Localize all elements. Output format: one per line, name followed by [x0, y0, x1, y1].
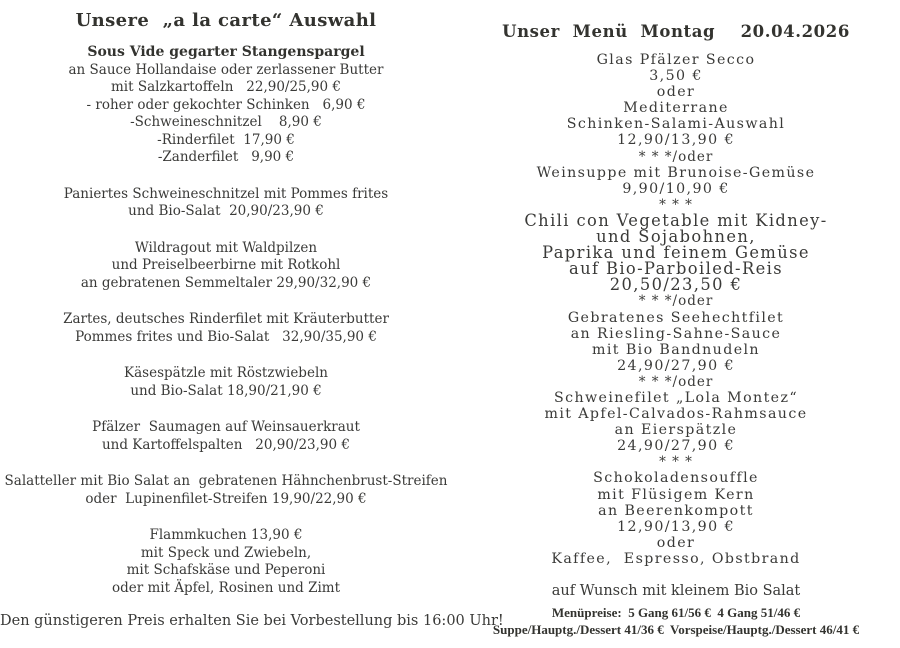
- course-separator: * * */oder: [638, 148, 714, 165]
- menu-line: mit Bio Bandnudeln: [592, 341, 760, 358]
- menu-line: 24,90/27,90 €: [617, 438, 735, 455]
- menu-line: Schinken-Salami-Auswahl: [566, 116, 786, 133]
- section-salatteller: [0, 473, 452, 508]
- menu-line: Weinsuppe mit Brunoise-Gemüse: [536, 164, 816, 181]
- preorder-discount-note: Den günstigeren Preis erhalten Sie bei Vorbestellung bis 16:00 Uhr!: [0, 613, 504, 629]
- menu-line: -Zanderfilet 9,90 €: [157, 149, 295, 165]
- menu-line: 24,90/27,90 €: [617, 357, 735, 374]
- menu-line: und Bio-Salat 20,90/23,90 €: [128, 203, 324, 219]
- daily-menu-courses: [452, 52, 900, 567]
- menu-line: und Preiselbeerbirne mit Rotkohl: [111, 257, 341, 273]
- menu-line: und Bio-Salat 18,90/21,90 €: [130, 382, 322, 399]
- menu-line: Pfälzer Saumagen auf Weinsauerkraut: [92, 419, 360, 435]
- menu-line: -Rinderfilet 17,90 €: [157, 131, 295, 148]
- section-wildragout: [0, 240, 452, 293]
- menu-line: Chili con Vegetable mit Kidney-: [524, 210, 828, 230]
- menu-line: und Kartoffelspalten 20,90/23,90 €: [101, 436, 350, 453]
- menu-line: mit Flüsigem Kern: [597, 486, 755, 503]
- menu-line: 12,90/13,90 €: [617, 518, 735, 535]
- daily-menu-title: Unser Menü Montag 20.04.2026: [502, 22, 850, 41]
- section-rinderfilet: [0, 311, 452, 346]
- course-separator: * * */oder: [638, 373, 714, 390]
- menu-line: Kaffee, Espresso, Obstbrand: [551, 550, 801, 567]
- menu-line: -Schweineschnitzel 8,90 €: [130, 114, 322, 130]
- bio-salat-note: auf Wunsch mit kleinem Bio Salat: [551, 583, 801, 599]
- menu-line: mit Apfel-Calvados-Rahmsauce: [544, 406, 808, 423]
- menu-line: 3,50 €: [649, 68, 703, 85]
- menu-prices-line-2: Suppe/Hauptg./Dessert 41/36 € Vorspeise/Hauptg./Dessert 46/41 €: [492, 622, 860, 637]
- menu-line: an gebratenen Semmeltaler 29,90/32,90 €: [80, 274, 372, 291]
- menu-line: an Riesling-Sahne-Sauce: [570, 325, 782, 342]
- menu-line: an Eierspätzle: [614, 422, 738, 439]
- menu-line: oder: [656, 534, 696, 551]
- menu-prices-line-1: Menüpreise: 5 Gang 61/56 € 4 Gang 51/46 €: [551, 605, 801, 620]
- menu-line: auf Bio-Parboiled-Reis: [568, 259, 784, 279]
- section-saumagen: [0, 419, 452, 454]
- section-schnitzel: [0, 186, 452, 221]
- menu-line: an Sauce Hollandaise oder zerlassener Butter: [68, 61, 384, 78]
- menu-line: 12,90/13,90 €: [617, 132, 735, 149]
- menu-line: Gebratenes Seehechtfilet: [567, 309, 785, 326]
- menu-line: Salatteller mit Bio Salat an gebratenen Hähnchenbrust-Streifen: [4, 473, 448, 489]
- course-separator: * * */oder: [638, 293, 714, 310]
- menu-line: oder Lupinenfilet-Streifen 19,90/22,90 €: [85, 490, 367, 507]
- menu-line: 9,90/10,90 €: [622, 180, 730, 197]
- menu-line: und Sojabohnen,: [596, 227, 756, 247]
- daily-menu-column: [452, 0, 900, 638]
- menu-line: Paprika und feinem Gemüse: [542, 243, 810, 263]
- menu-line: - roher oder gekochter Schinken 6,90 €: [86, 96, 366, 113]
- section-kaesespaetzle: [0, 365, 452, 400]
- menu-line: Glas Pfälzer Secco: [596, 52, 756, 68]
- menu-line: Schweinefilet „Lola Montez“: [554, 389, 798, 406]
- menu-line: Schokoladensouffle: [593, 470, 759, 487]
- menu-line: oder: [656, 84, 696, 101]
- menu-line: mit Salzkartoffeln 22,90/25,90 €: [111, 79, 341, 95]
- menu-line: Wildragout mit Waldpilzen: [134, 239, 318, 256]
- dish-title: Sous Vide gegarter Stangenspargel: [87, 44, 365, 60]
- menu-line: Mediterrane: [623, 100, 729, 117]
- menu-line: Paniertes Schweineschnitzel mit Pommes frites: [63, 185, 389, 202]
- section-flammkuchen: [0, 527, 452, 597]
- menu-line: oder mit Äpfel, Rosinen und Zimt: [111, 579, 341, 596]
- course-separator: * * *: [659, 454, 693, 471]
- menu-line: Zartes, deutsches Rinderfilet mit Kräuterbutter: [63, 311, 389, 327]
- section-stangenspargel: [0, 44, 452, 167]
- menu-line: mit Speck und Zwiebeln,: [140, 544, 312, 561]
- menu-line: Pommes frites und Bio-Salat 32,90/35,90 €: [75, 328, 377, 345]
- menu-line: Käsespätzle mit Röstzwiebeln: [124, 365, 328, 381]
- course-separator: * * *: [659, 196, 693, 213]
- menu-line: mit Schafskäse und Peperoni: [126, 562, 326, 578]
- menu-line: Flammkuchen 13,90 €: [149, 527, 303, 543]
- a-la-carte-title: Unsere „a la carte“ Auswahl: [75, 10, 377, 31]
- menu-line: an Beerenkompott: [598, 502, 754, 519]
- menu-line: 20,50/23,50 €: [609, 275, 743, 295]
